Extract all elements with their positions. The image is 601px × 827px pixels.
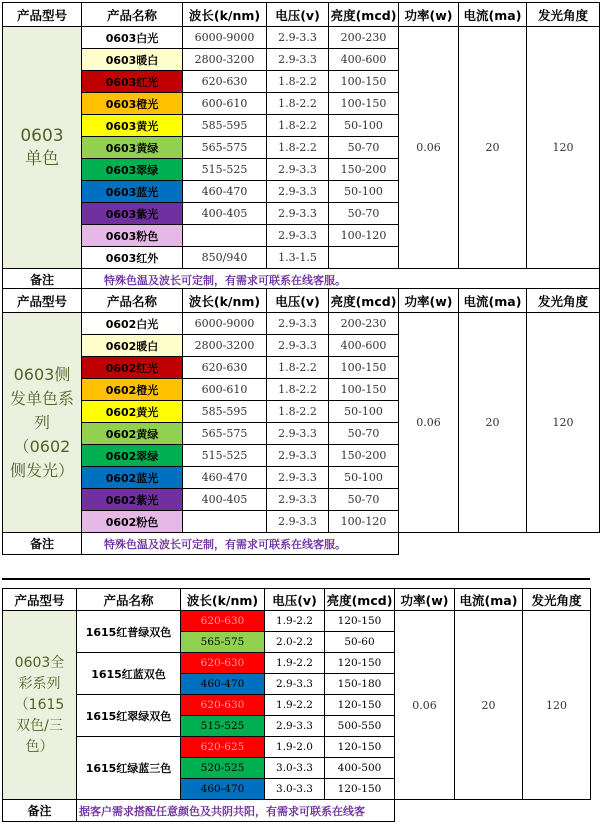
header-current: 电流(ma) — [459, 3, 527, 27]
product-name-orange: 0602橙光 — [82, 379, 183, 401]
header-name: 产品名称 — [77, 589, 181, 611]
voltage-value: 2.9-3.3 — [267, 467, 329, 489]
wavelength-value: 400-405 — [183, 203, 267, 225]
blank-cell — [455, 800, 523, 822]
table-0602-side-emitting — [2, 288, 600, 555]
voltage-value: 3.0-3.3 — [265, 758, 325, 779]
voltage-value: 2.9-3.3 — [267, 49, 329, 71]
brightness-value: 400-500 — [325, 758, 395, 779]
voltage-value: 2.9-3.3 — [267, 313, 329, 335]
brightness-value — [329, 247, 399, 269]
brightness-value: 50-70 — [329, 423, 399, 445]
brightness-value: 100-120 — [329, 511, 399, 533]
brightness-value: 100-150 — [329, 71, 399, 93]
brightness-value: 120-150 — [325, 611, 395, 632]
header-current: 电流(ma) — [455, 589, 523, 611]
wavelength-value: 6000-9000 — [183, 313, 267, 335]
voltage-value: 1.8-2.2 — [267, 137, 329, 159]
header-brightness: 亮度(mcd) — [329, 289, 399, 313]
header-angle: 发光角度 — [527, 289, 600, 313]
wavelength-value: 585-595 — [183, 401, 267, 423]
voltage-value: 1.8-2.2 — [267, 71, 329, 93]
angle-value: 120 — [523, 611, 591, 800]
voltage-value: 2.9-3.3 — [267, 335, 329, 357]
product-name-yellow: 0603黄光 — [82, 115, 183, 137]
product-name: 1615红翠绿双色 — [77, 695, 181, 737]
voltage-value: 2.9-3.3 — [267, 445, 329, 467]
voltage-value: 2.9-3.3 — [267, 489, 329, 511]
voltage-value: 1.8-2.2 — [267, 401, 329, 423]
brightness-value: 50-100 — [329, 467, 399, 489]
header-name: 产品名称 — [82, 289, 183, 313]
product-name-yellow: 0602黄光 — [82, 401, 183, 423]
header-voltage: 电压(v) — [267, 3, 329, 27]
group-label: 0603单色 — [3, 27, 82, 269]
note-label: 备注 — [3, 269, 82, 291]
wavelength-value: 620-630 — [181, 695, 265, 716]
current-value: 20 — [459, 27, 527, 269]
brightness-value: 120-150 — [325, 737, 395, 758]
wavelength-value: 850/940 — [183, 247, 267, 269]
brightness-value: 400-600 — [329, 49, 399, 71]
wavelength-value: 6000-9000 — [183, 27, 267, 49]
brightness-value: 200-230 — [329, 27, 399, 49]
product-name-yellow-green: 0603黄绿 — [82, 137, 183, 159]
table-1615-full-color — [2, 588, 591, 822]
header-name: 产品名称 — [82, 3, 183, 27]
note-label: 备注 — [3, 800, 77, 822]
brightness-value: 400-600 — [329, 335, 399, 357]
wavelength-value: 620-630 — [183, 357, 267, 379]
product-name-purple: 0603紫光 — [82, 203, 183, 225]
blank-cell — [459, 533, 527, 555]
product-name-blue: 0602蓝光 — [82, 467, 183, 489]
product-name-blue: 0603蓝光 — [82, 181, 183, 203]
product-name: 1615红绿蓝三色 — [77, 737, 181, 800]
product-name-orange: 0603橙光 — [82, 93, 183, 115]
wavelength-value: 515-525 — [181, 716, 265, 737]
wavelength-value — [183, 225, 267, 247]
header-power: 功率(w) — [399, 289, 459, 313]
product-name-yellow-green: 0602黄绿 — [82, 423, 183, 445]
header-power: 功率(w) — [399, 3, 459, 27]
voltage-value: 1.8-2.2 — [267, 115, 329, 137]
power-value: 0.06 — [399, 27, 459, 269]
wavelength-value: 600-610 — [183, 379, 267, 401]
voltage-value: 3.0-3.3 — [265, 779, 325, 800]
divider — [2, 578, 590, 580]
brightness-value: 100-150 — [329, 379, 399, 401]
product-name: 1615红蓝双色 — [77, 653, 181, 695]
header-angle: 发光角度 — [523, 589, 591, 611]
voltage-value: 2.9-3.3 — [267, 511, 329, 533]
table-0603-single-color — [2, 2, 600, 291]
wavelength-value: 565-575 — [181, 632, 265, 653]
blank-cell — [523, 800, 591, 822]
wavelength-value: 515-525 — [183, 159, 267, 181]
wavelength-value: 2800-3200 — [183, 49, 267, 71]
product-name-warm-white: 0603暖白 — [82, 49, 183, 71]
voltage-value: 1.8-2.2 — [267, 93, 329, 115]
brightness-value: 150-200 — [329, 445, 399, 467]
voltage-value: 2.9-3.3 — [267, 423, 329, 445]
brightness-value: 50-70 — [329, 137, 399, 159]
current-value: 20 — [459, 313, 527, 533]
wavelength-value: 515-525 — [183, 445, 267, 467]
header-model: 产品型号 — [3, 589, 77, 611]
wavelength-value: 460-470 — [181, 674, 265, 695]
blank-cell — [399, 533, 459, 555]
blank-cell — [395, 800, 455, 822]
product-name-warm-white: 0602暖白 — [82, 335, 183, 357]
group-label: 0603全彩系列（1615双色/三色） — [3, 611, 77, 800]
wavelength-value: 565-575 — [183, 137, 267, 159]
voltage-value: 2.9-3.3 — [267, 225, 329, 247]
product-name-red: 0603红光 — [82, 71, 183, 93]
header-current: 电流(ma) — [459, 289, 527, 313]
voltage-value: 2.9-3.3 — [267, 159, 329, 181]
product-name: 1615红普绿双色 — [77, 611, 181, 653]
wavelength-value: 460-470 — [183, 467, 267, 489]
wavelength-value: 460-470 — [181, 779, 265, 800]
wavelength-value: 620-630 — [181, 611, 265, 632]
header-wavelength: 波长(k/nm) — [183, 3, 267, 27]
brightness-value: 50-100 — [329, 401, 399, 423]
header-voltage: 电压(v) — [267, 289, 329, 313]
wavelength-value: 620-630 — [181, 653, 265, 674]
brightness-value: 150-180 — [325, 674, 395, 695]
wavelength-value: 520-525 — [181, 758, 265, 779]
wavelength-value: 620-625 — [181, 737, 265, 758]
header-model: 产品型号 — [3, 289, 82, 313]
product-name-white: 0602白光 — [82, 313, 183, 335]
brightness-value: 50-70 — [329, 203, 399, 225]
voltage-value: 1.8-2.2 — [267, 357, 329, 379]
brightness-value: 120-150 — [325, 653, 395, 674]
wavelength-value — [183, 511, 267, 533]
angle-value: 120 — [527, 313, 600, 533]
brightness-value: 120-150 — [325, 695, 395, 716]
voltage-value: 1.3-1.5 — [267, 247, 329, 269]
header-brightness: 亮度(mcd) — [329, 3, 399, 27]
product-name-emerald: 0603翠绿 — [82, 159, 183, 181]
voltage-value: 1.8-2.2 — [267, 379, 329, 401]
blank-cell — [527, 533, 600, 555]
note-text: 据客户需求搭配任意颜色及共阴共阳，有需求可联系在线客 — [77, 800, 395, 822]
header-power: 功率(w) — [395, 589, 455, 611]
wavelength-value: 600-610 — [183, 93, 267, 115]
group-label: 0603侧发单色系列（0602侧发光） — [3, 313, 82, 533]
brightness-value: 200-230 — [329, 313, 399, 335]
voltage-value: 1.9-2.0 — [265, 737, 325, 758]
brightness-value: 50-70 — [329, 489, 399, 511]
product-name-pink: 0603粉色 — [82, 225, 183, 247]
header-brightness: 亮度(mcd) — [325, 589, 395, 611]
voltage-value: 1.9-2.2 — [265, 695, 325, 716]
voltage-value: 2.0-2.2 — [265, 632, 325, 653]
voltage-value: 2.9-3.3 — [267, 181, 329, 203]
note-label: 备注 — [3, 533, 82, 555]
wavelength-value: 2800-3200 — [183, 335, 267, 357]
header-model: 产品型号 — [3, 3, 82, 27]
voltage-value: 2.9-3.3 — [265, 674, 325, 695]
note-text: 特殊色温及波长可定制，有需求可联系在线客服。 — [82, 269, 600, 291]
brightness-value: 150-200 — [329, 159, 399, 181]
brightness-value: 50-100 — [329, 115, 399, 137]
header-angle: 发光角度 — [527, 3, 600, 27]
brightness-value: 120-150 — [325, 779, 395, 800]
note-text: 特殊色温及波长可定制，有需求可联系在线客服。 — [82, 533, 399, 555]
header-voltage: 电压(v) — [265, 589, 325, 611]
voltage-value: 1.9-2.2 — [265, 653, 325, 674]
voltage-value: 1.9-2.2 — [265, 611, 325, 632]
brightness-value: 100-150 — [329, 93, 399, 115]
wavelength-value: 565-575 — [183, 423, 267, 445]
brightness-value: 500-550 — [325, 716, 395, 737]
angle-value: 120 — [527, 27, 600, 269]
wavelength-value: 620-630 — [183, 71, 267, 93]
product-name-pink: 0602粉色 — [82, 511, 183, 533]
wavelength-value: 585-595 — [183, 115, 267, 137]
product-name-emerald: 0602翠绿 — [82, 445, 183, 467]
voltage-value: 2.9-3.3 — [265, 716, 325, 737]
voltage-value: 2.9-3.3 — [267, 203, 329, 225]
brightness-value: 100-150 — [329, 357, 399, 379]
voltage-value: 2.9-3.3 — [267, 27, 329, 49]
product-name-infrared: 0603红外 — [82, 247, 183, 269]
wavelength-value: 460-470 — [183, 181, 267, 203]
power-value: 0.06 — [399, 313, 459, 533]
wavelength-value: 400-405 — [183, 489, 267, 511]
product-name-purple: 0602紫光 — [82, 489, 183, 511]
brightness-value: 50-100 — [329, 181, 399, 203]
power-value: 0.06 — [395, 611, 455, 800]
product-name-red: 0602红光 — [82, 357, 183, 379]
header-wavelength: 波长(k/nm) — [183, 289, 267, 313]
brightness-value: 100-120 — [329, 225, 399, 247]
brightness-value: 50-60 — [325, 632, 395, 653]
header-wavelength: 波长(k/nm) — [181, 589, 265, 611]
current-value: 20 — [455, 611, 523, 800]
product-name-white: 0603白光 — [82, 27, 183, 49]
